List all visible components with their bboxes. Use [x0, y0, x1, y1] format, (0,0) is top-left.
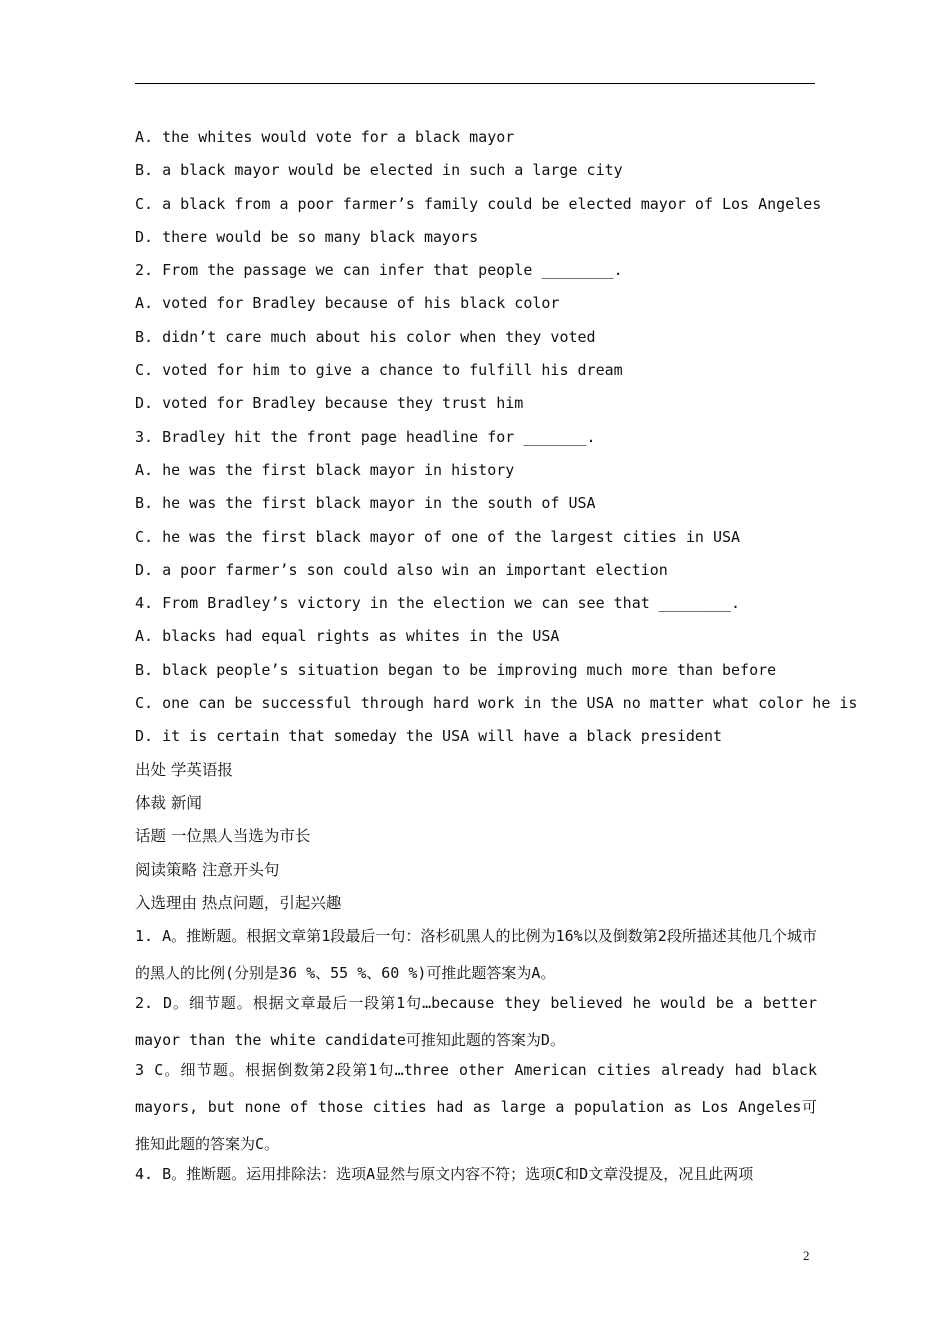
option-line: A. voted for Bradley because of his black color — [135, 294, 560, 313]
answer-paragraph: 4. B。推断题。运用排除法：选项A显然与原文内容不符；选项C和D文章没提及，况且此两项 — [135, 1165, 754, 1184]
option-line: B. he was the first black mayor in the south of USA — [135, 494, 596, 513]
question-line: 2. From the passage we can infer that people ________. — [135, 261, 623, 280]
option-line: B. a black mayor would be elected in such a large city — [135, 161, 623, 180]
answer-paragraph: 2. D。细节题。根据文章最后一段第1句…because they believed he would be a better mayor than the white candidate可推知此题的答案为D。 — [135, 994, 817, 1050]
option-line: B. black people’s situation began to be improving much more than before — [135, 660, 777, 679]
option-line: D. it is certain that someday the USA will have a black president — [135, 727, 722, 746]
option-line: D. a poor farmer’s son could also win an important election — [135, 560, 668, 579]
question-line: 4. From Bradley’s victory in the election we can see that ________. — [135, 594, 741, 613]
page-content — [135, 126, 858, 1193]
meta-source: 出处 学英语报 — [135, 760, 233, 779]
header-rule — [135, 83, 815, 84]
answer-paragraph: 3 C。细节题。根据倒数第2段第1句…three other American cities already had black mayors, but none of those cities had as large a population as Los Angeles可推知此题的答案为C。 — [135, 1061, 817, 1154]
option-line: B. didn’t care much about his color when they voted — [135, 327, 596, 346]
meta-reason: 入选理由 热点问题，引起兴趣 — [135, 893, 342, 912]
option-line: D. voted for Bradley because they trust him — [135, 394, 524, 413]
option-line: A. the whites would vote for a black mayor — [135, 128, 515, 146]
option-line: C. he was the first black mayor of one of the largest cities in USA — [135, 527, 741, 546]
answer-paragraph: 1. A。推断题。根据文章第1段最后一句：洛杉矶黑人的比例为16%以及倒数第2段所描述其他几个城市的黑人的比例(分别是36 %、55 %、60 %)可推此题答案为A。 — [135, 927, 817, 983]
option-line: C. one can be successful through hard work in the USA no matter what color he is — [135, 694, 858, 713]
option-line: D. there would be so many black mayors — [135, 227, 479, 246]
meta-topic: 话题 一位黑人当选为市长 — [135, 827, 311, 846]
page-number: 2 — [803, 1248, 810, 1263]
meta-strategy: 阅读策略 注意开头句 — [135, 860, 280, 879]
option-line: C. a black from a poor farmer’s family could be elected mayor of Los Angeles — [135, 194, 822, 213]
question-line: 3. Bradley hit the front page headline for _______. — [135, 427, 596, 446]
option-line: A. he was the first black mayor in history — [135, 460, 515, 479]
option-line: C. voted for him to give a chance to fulfill his dream — [135, 361, 623, 380]
meta-genre: 体裁 新闻 — [135, 793, 202, 812]
option-line: A. blacks had equal rights as whites in the USA — [135, 627, 560, 646]
